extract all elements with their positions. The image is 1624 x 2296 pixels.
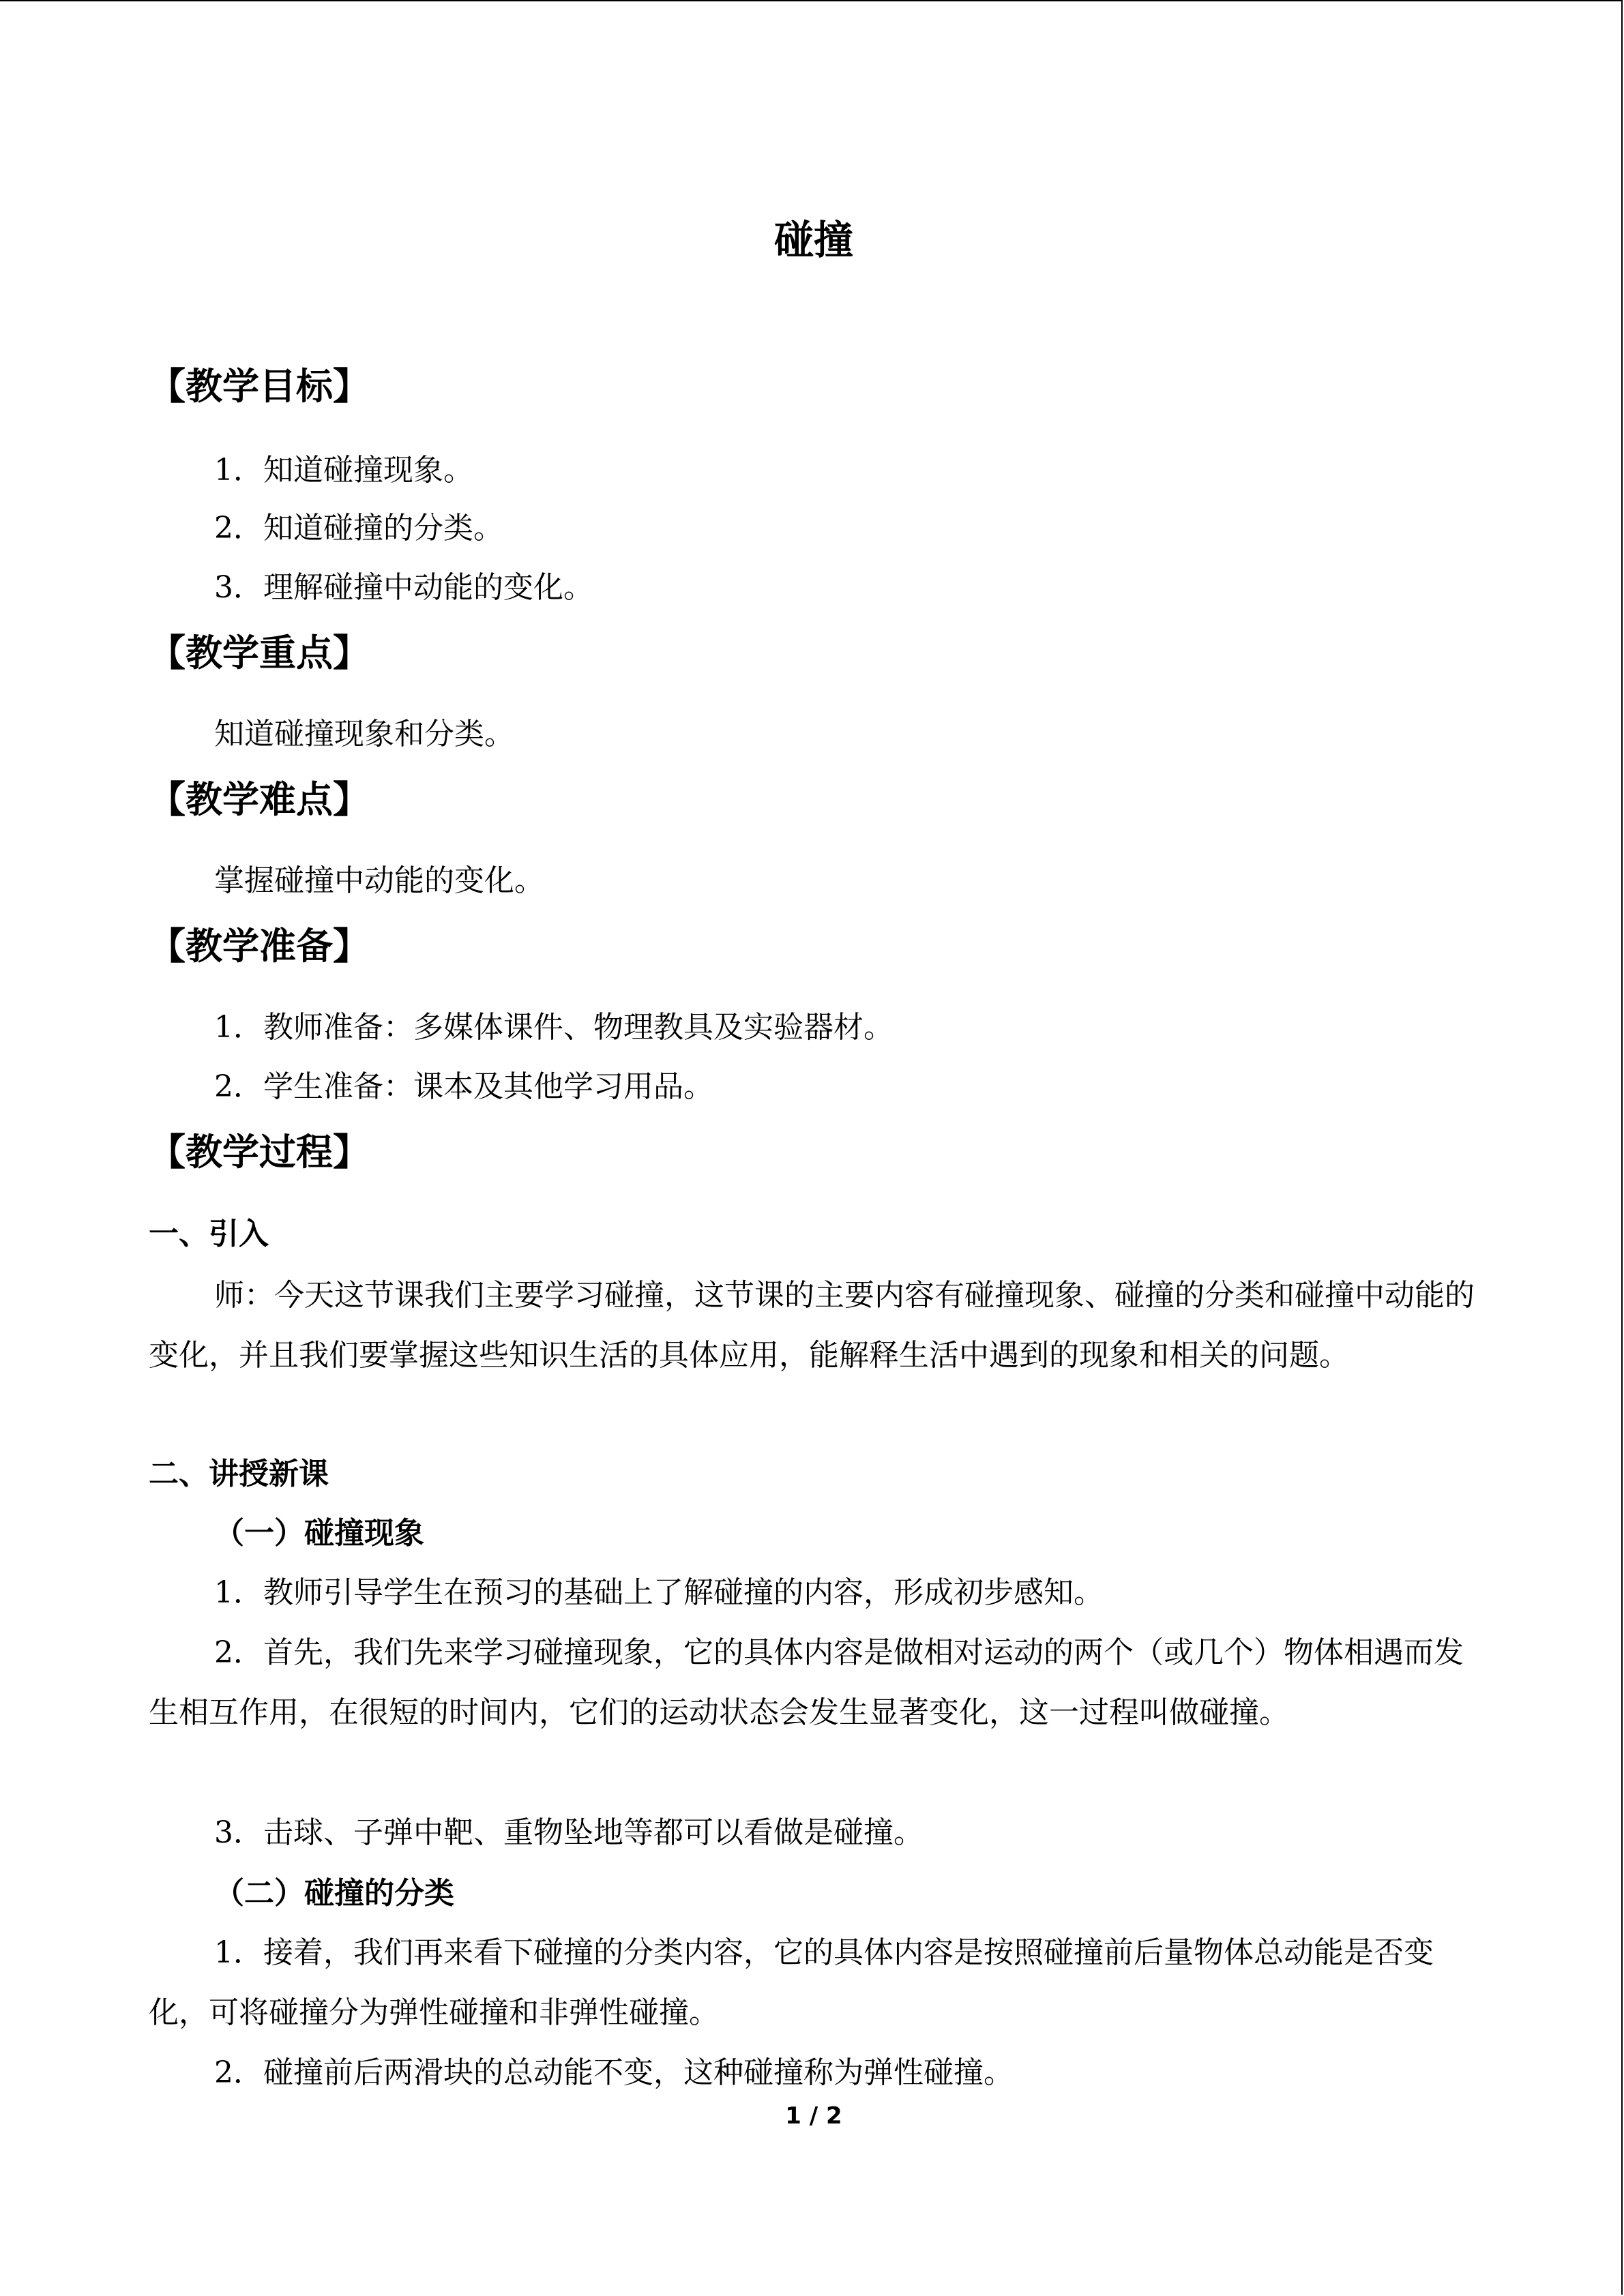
part1-heading: （一）碰撞现象 [214, 1516, 424, 1551]
key-points-text: 知道碰撞现象和分类。 [214, 717, 514, 751]
part2-heading: （二）碰撞的分类 [214, 1876, 454, 1911]
objective-item: 2．知道碰撞的分类。 [214, 511, 503, 546]
part1-paragraph-2: 2．首先，我们先来学习碰撞现象，它的具体内容是做相对运动的两个（或几个）物体相遇而发生相互作用，在很短的时间内，它们的运动状态会发生显著变化，这一过程叫做碰撞。 [149, 1635, 1464, 1730]
difficulties-heading: 【教学难点】 [149, 778, 370, 821]
objectives-heading: 【教学目标】 [149, 365, 370, 408]
page-number: 1 / 2 [785, 2102, 842, 2130]
difficulties-text: 掌握碰撞中动能的变化。 [214, 863, 544, 898]
process-heading: 【教学过程】 [149, 1131, 370, 1174]
document-title: 碰撞 [773, 217, 853, 263]
part1-paragraph-3: 3．击球、子弹中靶、重物坠地等都可以看做是碰撞。 [214, 1815, 924, 1850]
objective-item: 1．知道碰撞现象。 [214, 453, 473, 488]
preparation-item: 1．教师准备：多媒体课件、物理教具及实验器材。 [214, 1010, 894, 1045]
part2-paragraph-2: 2．碰撞前后两滑块的总动能不变，这种碰撞称为弹性碰撞。 [214, 2055, 1014, 2090]
preparation-heading: 【教学准备】 [149, 925, 370, 968]
part1-paragraph-1: 1．教师引导学生在预习的基础上了解碰撞的内容，形成初步感知。 [214, 1575, 1104, 1610]
objective-item: 3．理解碰撞中动能的变化。 [214, 570, 593, 605]
part2-paragraph-1: 1．接着，我们再来看下碰撞的分类内容，它的具体内容是按照碰撞前后量物体总动能是否变化，可将碰撞分为弹性碰撞和非弹性碰撞。 [149, 1935, 1434, 2030]
intro-heading: 一、引入 [149, 1217, 269, 1251]
key-points-heading: 【教学重点】 [149, 631, 370, 674]
intro-paragraph: 师：今天这节课我们主要学习碰撞，这节课的主要内容有碰撞现象、碰撞的分类和碰撞中动能的变化，并且我们要掌握这些知识生活的具体应用，能解释生活中遇到的现象和相关的问题。 [149, 1278, 1475, 1373]
preparation-item: 2．学生准备：课本及其他学习用品。 [214, 1069, 713, 1104]
new-lesson-heading: 二、讲授新课 [149, 1457, 329, 1491]
